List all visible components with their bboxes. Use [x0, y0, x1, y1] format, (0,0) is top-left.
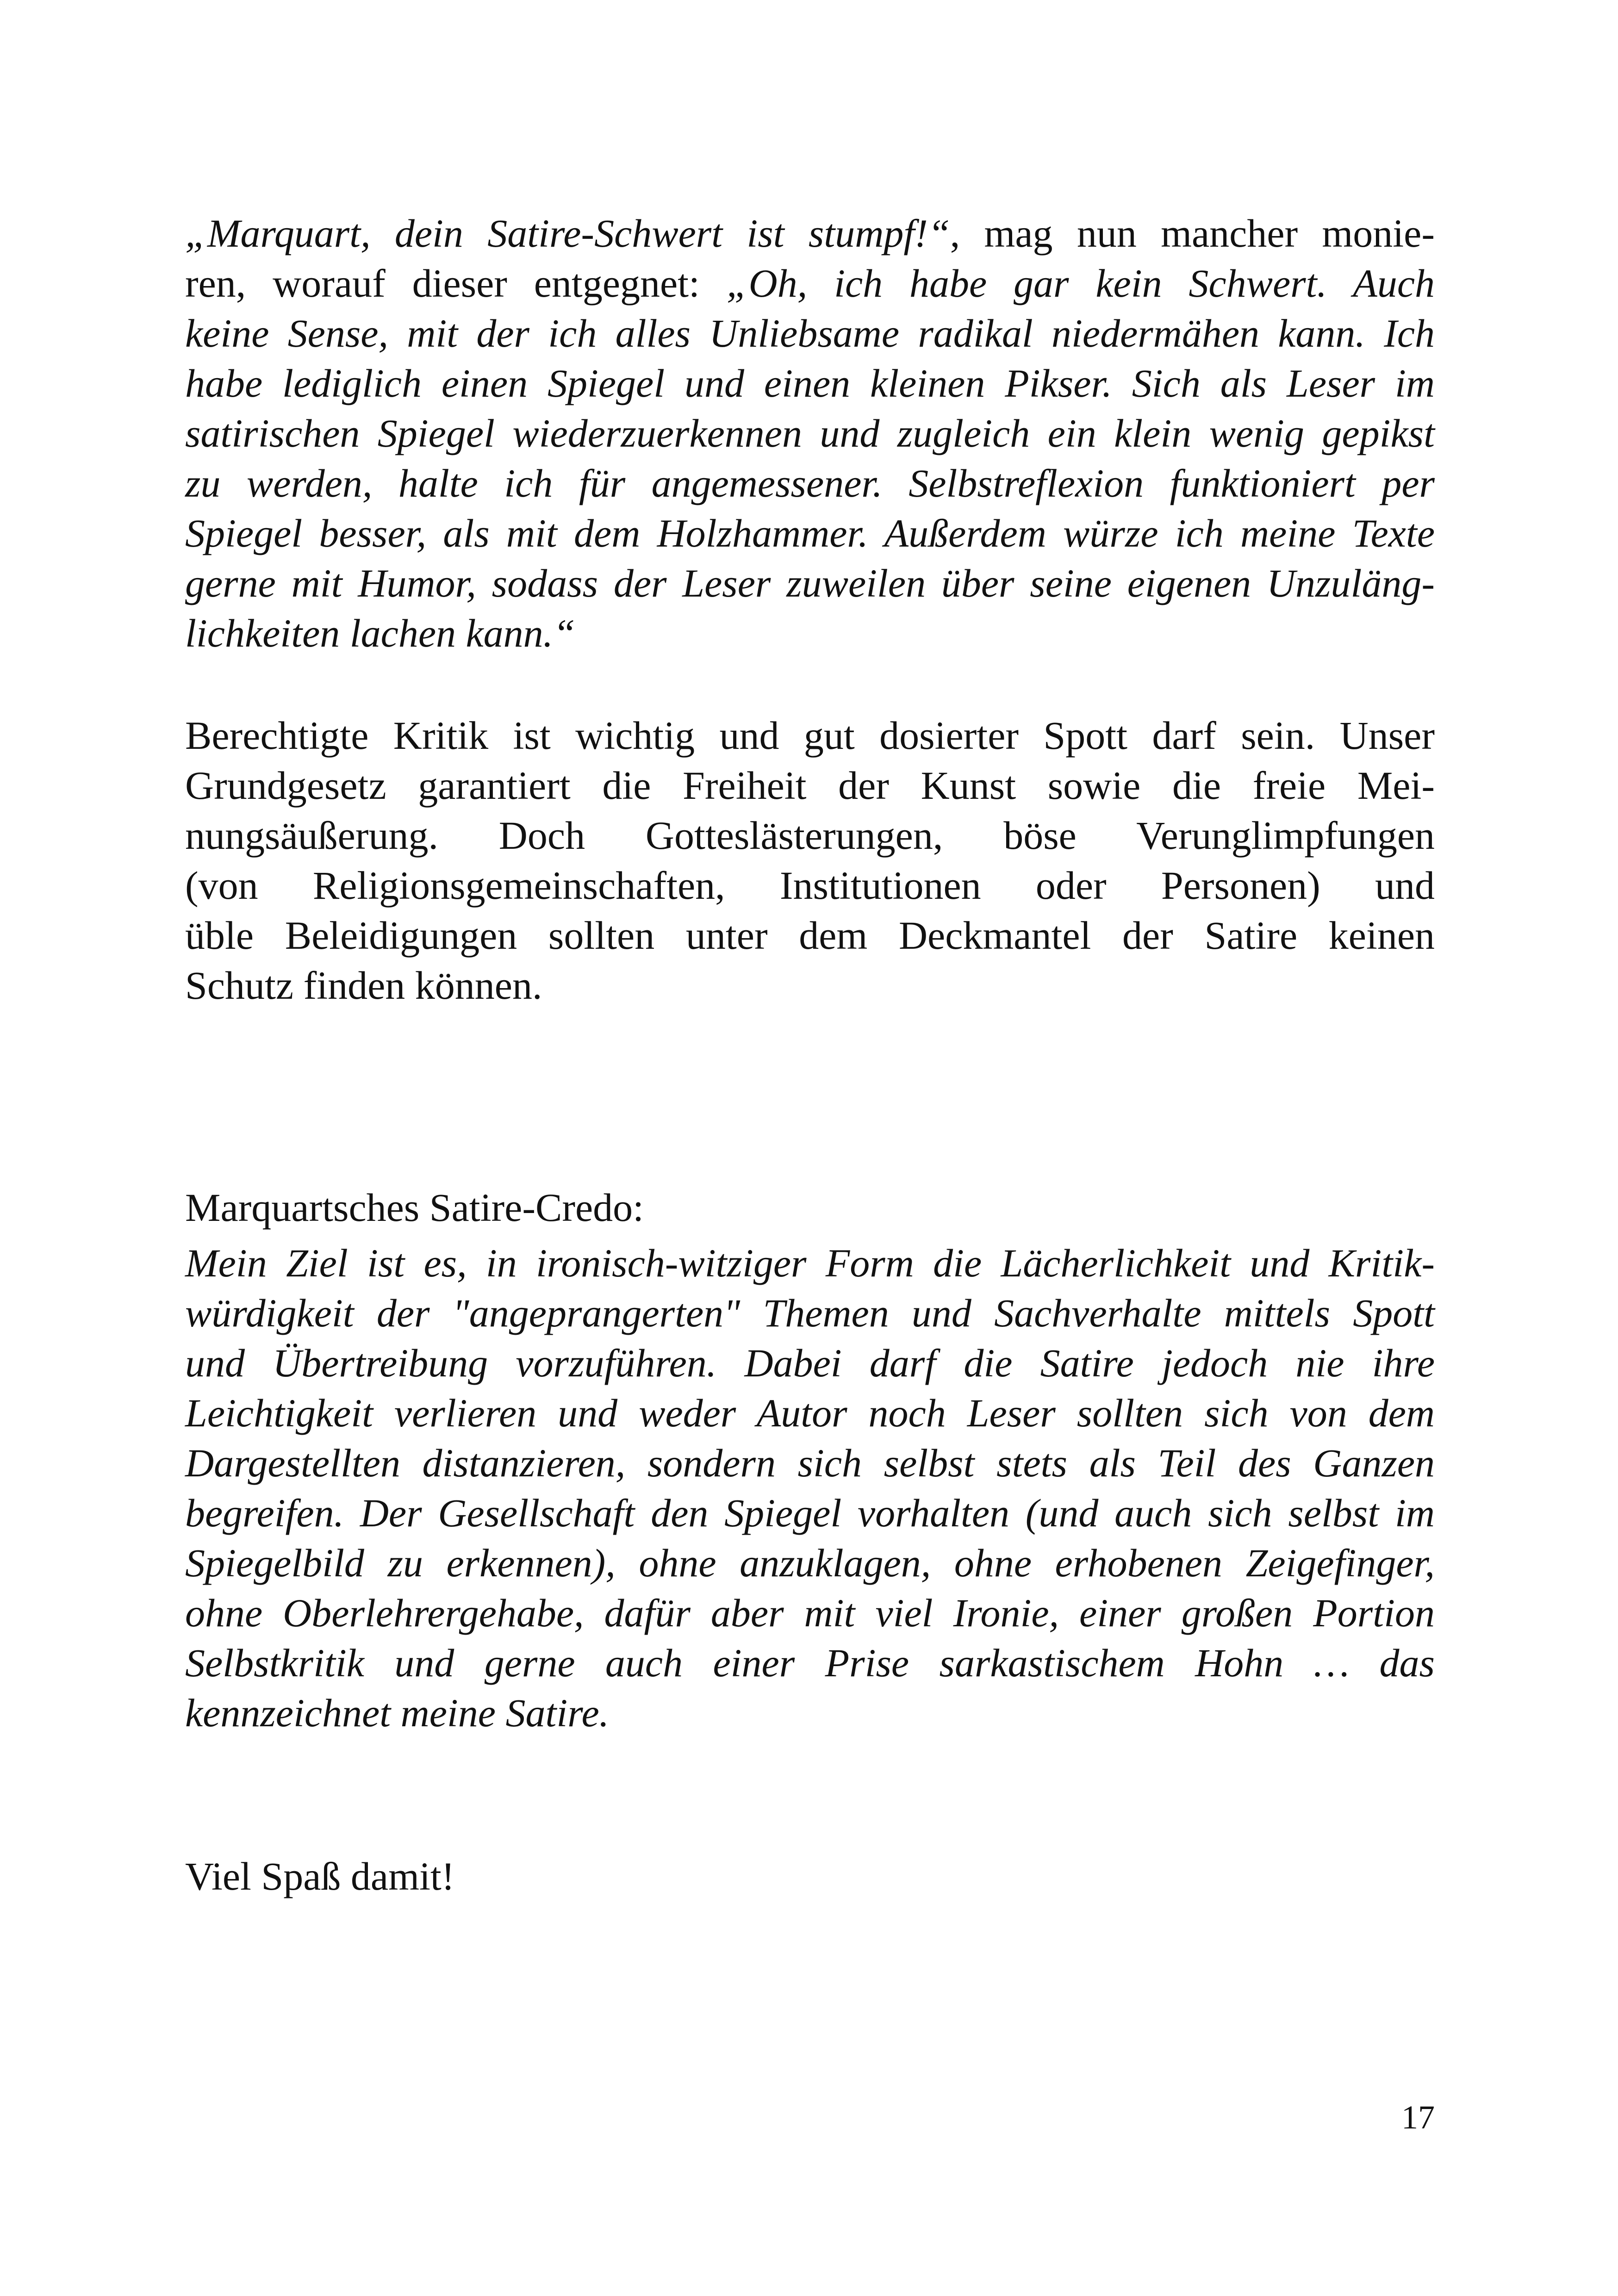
book-page [185, 0, 1435, 2296]
text-line [185, 1538, 1435, 1588]
paragraph-criticism [185, 710, 1435, 1010]
italic-text: Leichtigkeit verlieren und weder Autor noch Leser sollten sich von dem [185, 1391, 1435, 1435]
credo-body [185, 1238, 1435, 1738]
closing-line: Viel Spaß damit! [185, 1854, 455, 1898]
text-line [185, 608, 1435, 658]
text-line [185, 258, 1435, 308]
text-line [185, 1338, 1435, 1388]
italic-text: kennzeichnet meine Satire. [185, 1691, 610, 1735]
text-segment: Grundgesetz garantiert die Freiheit der Kunst sowie die freie Mei- [185, 763, 1435, 808]
text-line [185, 1438, 1435, 1488]
text-segment: üble Beleidigungen sollten unter dem Deckmantel der Satire keinen [185, 913, 1435, 958]
italic-text: keine Sense, mit der ich alles Unliebsame radikal niedermähen kann. Ich [185, 311, 1435, 355]
italic-text: Selbstkritik und gerne auch einer Prise sarkastischem Hohn … das [185, 1641, 1435, 1685]
text-line [185, 308, 1435, 358]
text-line [185, 810, 1435, 860]
text-line [185, 1488, 1435, 1538]
text-line [185, 860, 1435, 910]
text-line [185, 910, 1435, 960]
text-line [185, 1288, 1435, 1338]
text-line [185, 1588, 1435, 1638]
text-segment: ren, worauf dieser entgegnet: [185, 261, 727, 305]
text-line [185, 960, 1435, 1010]
text-segment: (von Religionsgemeinschaften, Institutionen oder Personen) und [185, 863, 1435, 908]
italic-text: habe lediglich einen Spiegel und einen kleinen Pikser. Sich als Leser im [185, 361, 1435, 405]
page-number: 17 [1401, 2099, 1435, 2136]
credo-heading: Marquartsches Satire-Credo: [185, 1185, 644, 1230]
italic-text: Spiegelbild zu erkennen), ohne anzuklagen, ohne erhobenen Zeigefinger, [185, 1541, 1435, 1585]
italic-text: Spiegel besser, als mit dem Holzhammer. Außerdem würze ich meine Texte [185, 511, 1435, 555]
text-line [185, 710, 1435, 760]
italic-text: und Übertreibung vorzuführen. Dabei darf die Satire jedoch nie ihre [185, 1341, 1435, 1385]
text-line [185, 1388, 1435, 1438]
text-line [185, 1238, 1435, 1288]
text-line [185, 458, 1435, 508]
text-segment: nungsäußerung. Doch Gotteslästerungen, böse Verunglimpfungen [185, 813, 1435, 858]
italic-text: ohne Oberlehrergehabe, dafür aber mit viel Ironie, einer großen Portion [185, 1591, 1435, 1635]
text-segment: , mag nun mancher monie- [950, 211, 1435, 255]
italic-text: „Marquart, dein Satire-Schwert ist stumpf!“ [185, 211, 950, 255]
italic-text: begreifen. Der Gesellschaft den Spiegel vorhalten (und auch sich selbst im [185, 1491, 1435, 1535]
italic-text: satirischen Spiegel wiederzuerkennen und zugleich ein klein wenig gepikst [185, 411, 1435, 455]
text-line [185, 358, 1435, 408]
text-segment: Schutz finden können. [185, 963, 542, 1008]
italic-text: „Oh, ich habe gar kein Schwert. Auch [726, 261, 1435, 305]
text-line [185, 208, 1435, 258]
text-line [185, 558, 1435, 608]
text-segment: Berechtigte Kritik ist wichtig und gut dosierter Spott darf sein. Unser [185, 713, 1435, 758]
text-line [185, 1638, 1435, 1688]
italic-text: lichkeiten lachen kann.“ [185, 611, 575, 655]
italic-text: Dargestellten distanzieren, sondern sich selbst stets als Teil des Ganzen [185, 1441, 1435, 1485]
text-line [185, 508, 1435, 558]
italic-text: würdigkeit der "angeprangerten" Themen und Sachverhalte mittels Spott [185, 1291, 1435, 1335]
text-line [185, 1688, 1435, 1738]
text-line [185, 760, 1435, 810]
italic-text: zu werden, halte ich für angemessener. Selbstreflexion funktioniert per [185, 461, 1435, 505]
paragraph-quote [185, 208, 1435, 658]
text-line [185, 408, 1435, 458]
italic-text: Mein Ziel ist es, in ironisch-witziger Form die Lächerlichkeit und Kritik- [185, 1241, 1435, 1285]
italic-text: gerne mit Humor, sodass der Leser zuweilen über seine eigenen Unzuläng- [185, 561, 1435, 605]
